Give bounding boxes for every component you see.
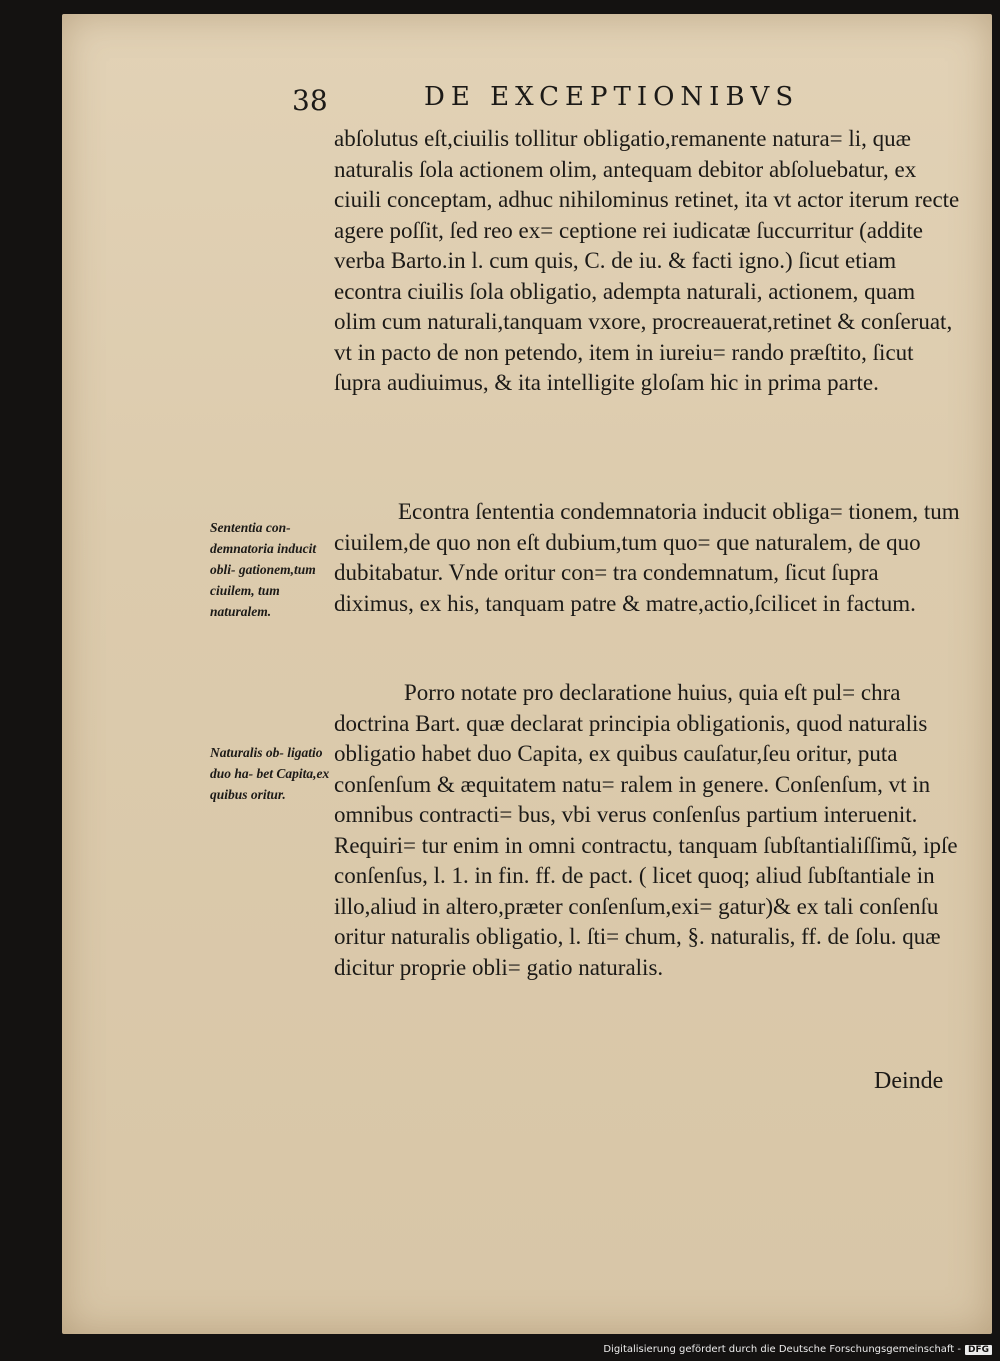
digitization-credit — [603, 1344, 992, 1355]
margin-note-2: Naturalis ob- ligatio duo ha- bet Capita,ex quibus oritur. — [210, 745, 330, 802]
catchword: Deinde — [874, 1068, 944, 1094]
credit-text: Digitalisierung gefördert durch die Deutsche Forschungsgemeinschaft - — [603, 1344, 961, 1355]
paragraph-1: abſolutus eſt,ciuilis tollitur obligatio,remanente natura= li, quæ naturalis ſola actionem olim, antequam debitor abſoluebatur, ex ciuili conceptam, adhuc nihilominus retinet, ita vt actor iterum recte agere poſſit, ſed reo ex= ceptione rei iudicatæ ſuccurritur (addite verba Barto.in l. cum quis, C. de iu. & facti igno.) ſicut etiam econtra ciuilis ſola obligatio, adempta naturali, actionem, quam olim cum naturali,tanquam vxore, procreauerat,retinet & conſeruat, vt in pacto de non petendo, item in iureiu= rando præſtito, ſicut ſupra audiuimus, & ita intelligite gloſam hic in prima parte. — [334, 126, 960, 395]
page-number: 38 — [292, 84, 328, 117]
paragraph-2: Econtra ſententia condemnatoria inducit obliga= tionem, tum ciuilem,de quo non eſt dubium,tum quo= que naturalem, de quo dubitabatur. Vnde oritur con= tra condemnatum, ſicut ſupra diximus, ex his, tanquam patre & matre,actio,ſcilicet in factum. — [334, 499, 960, 616]
margin-note-1: Sententia con- demnatoria inducit obli- gationem,tum ciuilem, tum naturalem. — [210, 520, 317, 619]
dfg-logo-icon: DFG — [965, 1345, 992, 1355]
paragraph-3: Porro notate pro declaratione huius, quia eſt pul= chra doctrina Bart. quæ declarat principia obligationis, quod naturalis obligatio habet duo Capita, ex quibus cauſatur,ſeu oritur, puta conſenſum & æquitatem natu= ralem in genere. Conſenſum, vt in omnibus contracti= bus, vbi verus conſenſus partium interuenit. Requiri= tur enim in omni contractu, tanquam ſubſtantialiſſimũ, ipſe conſenſus, l. 1. in fin. ff. de pact. ( licet quoq; aliud ſubſtantiale in illo,aliud in altero,præter conſenſum,exi= gatur)& ex tali conſenſu oritur naturalis obligatio, l. ſti= chum, §. naturalis, ff. de ſolu. quæ dicitur proprie obli= gatio naturalis. — [334, 680, 958, 980]
running-head: DE EXCEPTIONIBVS — [424, 82, 800, 112]
book-page — [62, 14, 992, 1334]
